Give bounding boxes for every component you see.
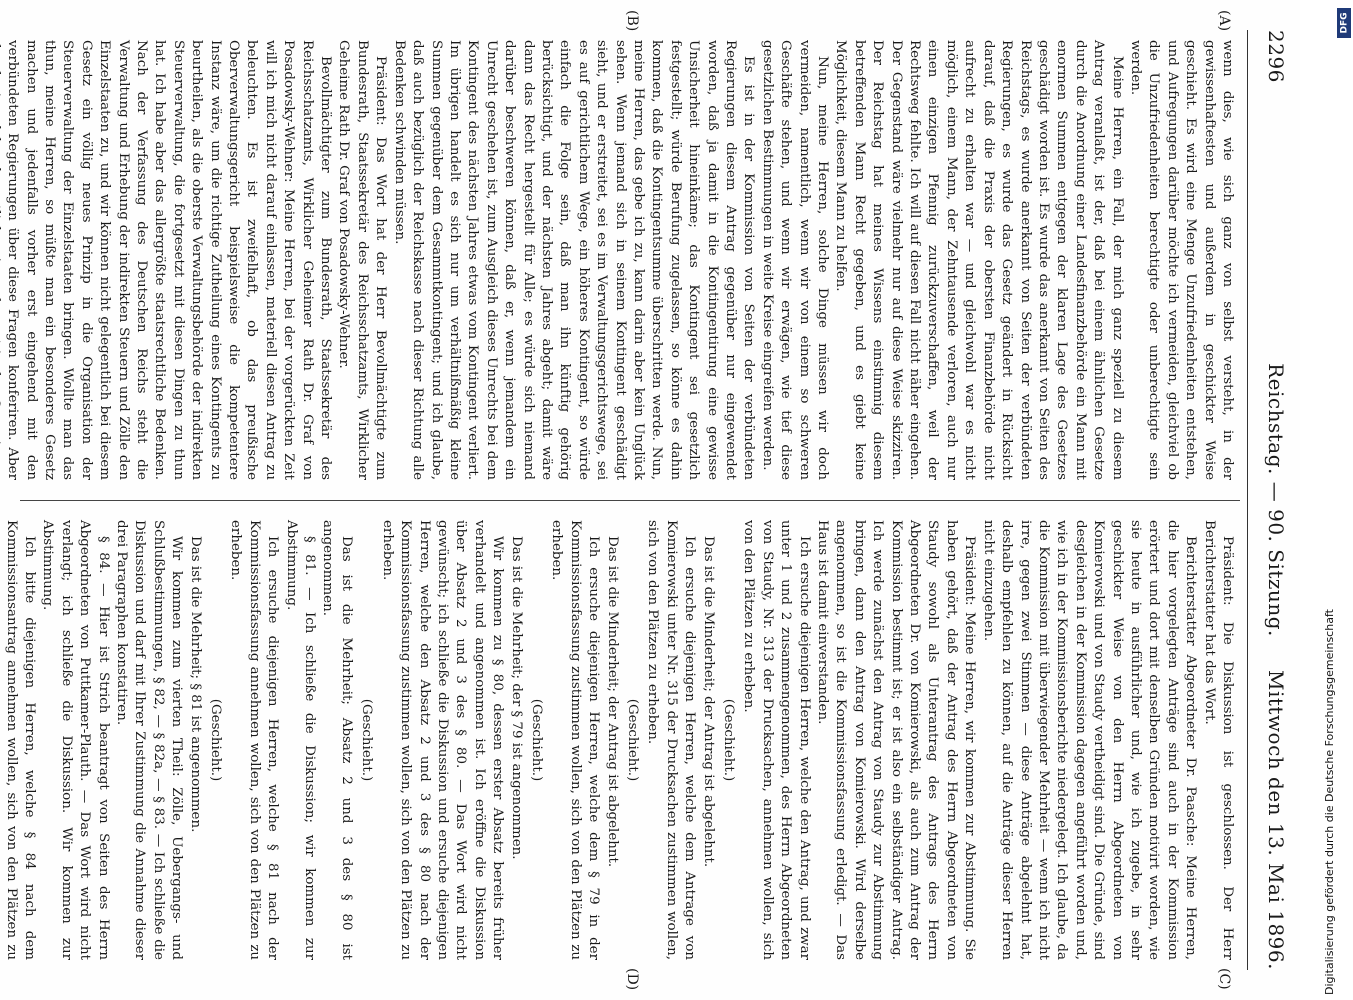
paragraph: Es ist in der Kommission von Seiten der verbündeten Regierungen diesem Antrag gegenüber nur eingewendet worden, daß ja damit in die Kontingentirung eine gewisse Unsicherheit hineinkäme; das Kontingent sei gesetzlich festgestellt; würde Berufung zugelassen, so könne es dahin kommen, daß die Kontingentsumme überschritten werde. Nun, meine Herren, das gebe ich zu, kann darin aber kein Unglück sehen. Wenn jemand sich in seinem Kontingent geschädigt sieht, und er erstreitet, sei es im Verwaltungsgerichtswege, sei es auf gerichtlichem Wege, ein höheres Kontingent, so würde einfach die Folge sein, daß man ihn künftig gehörig berücksichtigt, und der nächsten Jahres abgeht; damit wäre dann das Recht hergestellt für Alle; es würde sich niemand darüber beschweren können, daß er, wenn jemandem ein Unrecht geschehen ist, zum Ausgleich dieses Unrechts bei dem Kontingent des nächsten Jahres etwas vom Kontingent verliert. Im übrigen handelt es sich nur um verhältnißmäßig kleine Summen gegenüber dem Gesammtkontingent; und ich glaube, daß auch bezüglich der Reichskasse nach dieser Richtung alle Bedenken schwinden müssen.	[391, 40, 757, 480]
stage-direction: (Geschieht.)	[208, 698, 224, 782]
page-number: 2296	[1264, 30, 1288, 83]
paragraph: § 81. — Ich schließe die Diskussion; wir kommen zur Abstimmung.	[283, 520, 318, 960]
paragraph: Präsident: Das Wort hat der Herr Bevollmächtigte zum Bundesrath, Staatssekretär des Reichsschatzamts, Wirklicher Geheime Rath Dr. Graf von Posadowsky-Wehner.	[336, 40, 389, 480]
paragraph: Das ist die Minderheit; der Antrag ist abgelehnt.	[700, 536, 716, 868]
paragraph: Nun, meine Herren, solche Dinge müssen wir doch vermeiden, namentlich, wenn wir von einem so schweren Geschäfte stehen, und wenn wir erwägen, wie tief diese gesetzlichen Bestimmungen in weite Kreise eingreifen werden.	[759, 40, 831, 480]
paragraph: § 84. — Hier ist Strich beantragt von Seiten des Herrn Abgeordneten von Puttkamer-Plauth. — Das Wort wird nicht verlangt; ich schließe die Diskussion. Wir kommen zur Abstimmung.	[40, 520, 111, 960]
paragraph: wenn dies, wie sich ganz von selbst versteht, in der gewissenhaftesten und außerdem in geschickter Weise geschieht. Es wird eine Menge Unzufriedenheiten entstehen, und Aufregungen darüber möchte ich vermeiden, gleichviel ob die Unzufriedenheiten berechtigte oder unberechtigte sein werden.	[1127, 40, 1235, 480]
paragraph: Meine Herren, ein Fall, der mich ganz speziell zu diesem Antrag veranlaßt, ist der, daß bei einem ähnlichen Gesetze durch die Anordnung einer Landesfinanzbehörde ein Mann mit enormen Summen entgegen der klaren Lage des Gesetzes geschädigt worden ist. Es wurde das anerkannt von Seiten des Reichstags, es wurde anerkannt von Seiten der verbündeten Regierungen, es wurde das Gesetz geändert in Rücksicht darauf, daß die Praxis der obersten Finanzbehörde nicht aufrecht zu erhalten war — und gleichwohl war es nicht möglich, einem Mann, der Zehntausende verloren, auch nur einen einzigen Pfennig zurückzuverschaffen, weil der Rechtsweg fehlte. Ich will auf diesen Fall nicht näher eingehen. Der Gegenstand wäre vielmehr nur auf diese Weise skizziren. Der Reichstag hat meines Wissens einstimmig diesem betreffenden Mann Recht gegeben, und es giebt keine Möglichkeit, diesem Mann zu helfen.	[833, 40, 1125, 480]
margin-marker-c: (C)	[1216, 968, 1232, 990]
dfg-logo: DFG	[1337, 8, 1351, 38]
margin-marker-a: (A)	[1216, 10, 1232, 32]
paragraph: Ich ersuche diejenigen Herren, welche dem Antrage von Komierowski unter Nr. 315 der Drucksachen zustimmen wollen, sich von den Plätzen zu erheben.	[645, 520, 698, 960]
paragraph: Ich ersuche diejenigen Herren, welche dem § 79 in der Kommissionsfassung zustimmen wollen, sich von den Plätzen zu erheben.	[549, 520, 602, 960]
paragraph: Wir kommen zu § 80, dessen erster Absatz bereits früher verhandelt und angenommen ist. Ich eröffne die Diskussion über Absatz 2 und 3 des § 80. — Das Wort wird nicht gewünscht; ich schließe die Diskussion und ersuche diejenigen Herren, welche den Absatz 2 und 3 des § 80 nach der Kommissionsfassung zustimmen wollen, sich von den Plätzen zu erheben.	[379, 520, 506, 960]
paragraph: Berichterstatter Abgeordneter Dr. Paasche: Meine Herren, die hier vorgelegten Anträge sind auch in der Kommission erörtert und dort mit denselben Gründen motivirt worden, wie sie heute in ausführlicher und, wie ich zugebe, in sehr geschickter Weise von den Herrn Abgeordneten von Komierowski und von Staudy vertheidigt sind. Die Gründe, sind desgleichen in der Kommission dagegen angeführt worden und, wie ich in der Kommissionsberichte niedergelegt. Ich glaube, da die Kommission mit überwiegender Mehrheit — wenn ich nicht irre, gegen zwei Stimmen — diese Anträge abgelehnt hat, deshalb empfehlen zu können, auf die Anträge dieser Herren nicht einzugehen.	[980, 520, 1199, 960]
digitization-credit: Digitalisierung gefördert durch die Deutsche Forschungsgemeinschaft	[1323, 609, 1336, 995]
paragraph: Ich ersuche diejenigen Herren, welche den Antrag, und zwar unter 1 und 2 zusammengenommen, des Herrn Abgeordneten von Staudy, Nr. 313 der Drucksachen, annehmen wollen, sich von den Plätzen zu erheben.	[741, 520, 812, 960]
paragraph: Wir kommen zum vierten Theil: Zölle, Uebergangs- und Schlußbestimmungen, § 82, — § 82a, — § 83. — Ich schließe die Diskussion und darf mit Ihrer Zustimmung die Annahme dieser drei Paragraphen konstatiren.	[114, 520, 185, 960]
left-text-column	[5, 40, 1236, 480]
column-divider	[20, 500, 1240, 501]
right-text-column	[3, 520, 1236, 960]
header-rule	[1247, 30, 1248, 970]
paragraph: Präsident: Die Diskussion ist geschlossen. Der Herr Berichterstatter hat das Wort.	[1201, 520, 1235, 960]
paragraph: Das ist die Mehrheit; § 81 ist angenommen.	[187, 536, 203, 833]
paragraph: Ich ersuche diejenigen Herren, welche § 81 nach der Kommissionsfassung annehmen wollen, sich von den Plätzen zu erheben.	[228, 520, 281, 960]
paragraph: Das ist die Mehrheit; Absatz 2 und 3 des § 80 ist angenommen.	[320, 520, 354, 960]
paragraph: Das ist die Mehrheit; der § 79 ist angenommen.	[508, 536, 524, 860]
margin-marker-b: (B)	[624, 10, 640, 32]
paragraph: Präsident: Meine Herren, wir kommen zur Abstimmung. Sie haben gehört, daß der Antrag des Herrn Abgeordneten von Staudy sowohl als Unterantrag des Antrags des Herrn Abgeordneten Dr. von Komierowski, als auch zum Antrag der Kommission bestimmt ist; er ist also ein selbständiger Antrag. Ich werde zunächst den Antrag von Staudy zur Abstimmung bringen, dann den Antrag von Komierowski. Wird derselbe angenommen, so ist die Kommissionsfassung erledigt. — Das Haus ist damit einverstanden.	[815, 520, 978, 960]
session-title: Reichstag. — 90. Sitzung.	[1264, 363, 1288, 637]
paragraph: Bevollmächtigter zum Bundesrath, Staatssekretär des Reichsschatzamts, Wirklicher Geheimer Rath Dr. Graf von Posadowsky-Wehner: Meine Herren, bei der vorgerückten Zeit will ich mich nicht darauf einlassen, materiell diesen Antrag zu beleuchten. Es ist zweifelhaft, ob das preußische Oberverwaltungsgericht beispielsweise die kompetentere Instanz wäre, um die richtige Zutheilung eines Kontingents zu beurtheilen, als die oberste Verwaltungsbehörde der indirekten Steuerverwaltung, die fortgesetzt mit diesen Dingen zu thun hat. Ich habe aber das allergrößte staatsrechtliche Bedenken. Nach der Verfassung des Deutschen Reichs steht die Verwaltung und Erhebung der indirekten Steuern und Zölle den Einzelstaaten zu, und wir können nicht gelegentlich bei diesem Gesetz ein völlig neues Prinzip in die Organisation der Steuerverwaltung der Einzelstaaten bringen. Wollte man das thun, meine Herren, so müßte man ein besonderes Gesetz machen und jedenfalls vorher erst eingehend mit den verbündeten Regierungen über diese Fragen konferiren. Aber	[5, 40, 334, 480]
stage-direction: (Geschieht.)	[625, 698, 640, 782]
stage-direction: (Geschieht.)	[721, 698, 737, 782]
stage-direction: (Geschieht.)	[359, 698, 375, 782]
paragraph: Das ist die Minderheit; der Antrag ist abgelehnt.	[604, 536, 620, 868]
page-header	[1252, 30, 1288, 970]
margin-marker-d: (D)	[624, 968, 640, 991]
paragraph: Ich bitte diejenigen Herren, welche § 84 nach dem Kommissionsantrag annehmen wollen, sich von den Plätzen zu	[3, 520, 37, 960]
session-date: Mittwoch den 13. Mai 1896.	[1264, 669, 1288, 970]
stage-direction: (Geschieht.)	[528, 698, 544, 782]
